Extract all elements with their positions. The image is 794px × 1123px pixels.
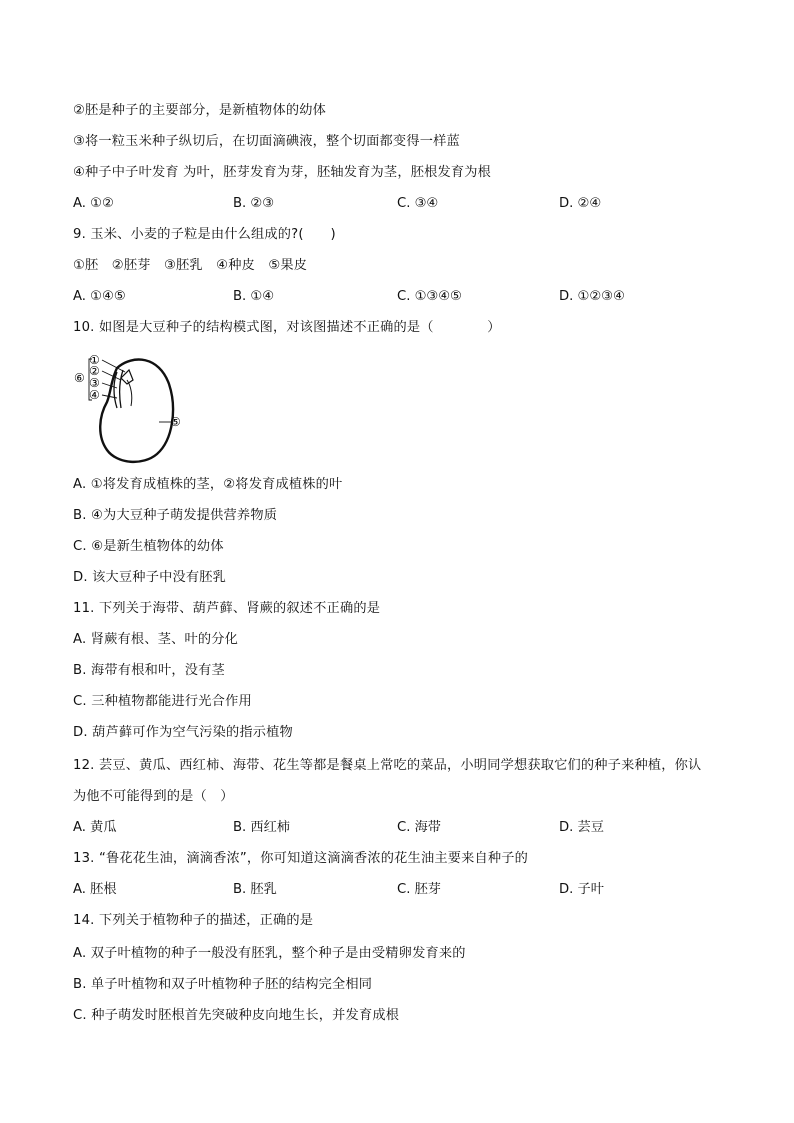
soybean-seed-diagram bbox=[73, 350, 189, 468]
q11-option-c: C. 三种植物都能进行光合作用 bbox=[73, 694, 252, 709]
q12-option-b: B. 西红柿 bbox=[233, 820, 290, 835]
label-3: ③ bbox=[89, 376, 100, 390]
q8-option-d: D. ②④ bbox=[559, 196, 602, 211]
q12-option-d: D. 芸豆 bbox=[559, 820, 604, 835]
q10-stem: 10. 如图是大豆种子的结构模式图，对该图描述不正确的是（ ） bbox=[73, 320, 501, 335]
q11-option-a: A. 肾蕨有根、茎、叶的分化 bbox=[73, 632, 239, 647]
q9-option-d: D. ①②③④ bbox=[559, 289, 625, 304]
q8-option-c: C. ③④ bbox=[397, 196, 439, 211]
q12-stem-line2: 为他不可能得到的是（ ） bbox=[73, 789, 234, 804]
q13-option-c: C. 胚芽 bbox=[397, 882, 441, 897]
q10-option-a: A. ①将发育成植株的茎，②将发育成植株的叶 bbox=[73, 477, 343, 492]
label-5: ⑤ bbox=[170, 415, 181, 429]
label-4: ④ bbox=[89, 388, 100, 402]
q12-option-a: A. 黄瓜 bbox=[73, 820, 117, 835]
q11-option-d: D. 葫芦藓可作为空气污染的指示植物 bbox=[73, 725, 293, 740]
q10-option-d: D. 该大豆种子中没有胚乳 bbox=[73, 570, 227, 585]
q11-stem: 11. 下列关于海带、葫芦藓、肾蕨的叙述不正确的是 bbox=[73, 601, 381, 616]
q9-option-c: C. ①③④⑤ bbox=[397, 289, 462, 304]
q12-option-c: C. 海带 bbox=[397, 820, 441, 835]
label-6: ⑥ bbox=[74, 371, 85, 385]
q9-option-a: A. ①④⑤ bbox=[73, 289, 126, 304]
q13-option-a: A. 胚根 bbox=[73, 882, 117, 897]
q8-option-b: B. ②③ bbox=[233, 196, 275, 211]
q13-option-d: D. 子叶 bbox=[559, 882, 604, 897]
statement-2: ②胚是种子的主要部分，是新植物体的幼体 bbox=[73, 103, 326, 118]
q9-option-b: B. ①④ bbox=[233, 289, 275, 304]
q9-stem: 9. 玉米、小麦的子粒是由什么组成的?( ) bbox=[73, 227, 336, 242]
q14-option-b: B. 单子叶植物和双子叶植物种子胚的结构完全相同 bbox=[73, 977, 373, 992]
q14-option-c: C. 种子萌发时胚根首先突破种皮向地生长，并发育成根 bbox=[73, 1008, 400, 1023]
statement-3: ③将一粒玉米种子纵切后，在切面滴碘液，整个切面都变得一样蓝 bbox=[73, 134, 460, 149]
label-1: ① bbox=[89, 353, 100, 367]
q13-option-b: B. 胚乳 bbox=[233, 882, 277, 897]
q14-option-a: A. 双子叶植物的种子一般没有胚乳，整个种子是由受精卵发育来的 bbox=[73, 946, 466, 961]
q11-option-b: B. 海带有根和叶，没有茎 bbox=[73, 663, 225, 678]
q9-items: ①胚 ②胚芽 ③胚乳 ④种皮 ⑤果皮 bbox=[73, 258, 308, 273]
q12-stem-line1: 12. 芸豆、黄瓜、西红柿、海带、花生等都是餐桌上常吃的菜品，小明同学想获取它们的种子来种植，你认 bbox=[73, 758, 702, 773]
q10-option-b: B. ④为大豆种子萌发提供营养物质 bbox=[73, 508, 278, 523]
q14-stem: 14. 下列关于植物种子的描述，正确的是 bbox=[73, 913, 314, 928]
q8-option-a: A. ①② bbox=[73, 196, 114, 211]
statement-4: ④种子中子叶发育 为叶，胚芽发育为芽，胚轴发育为茎，胚根发育为根 bbox=[73, 165, 492, 180]
q13-stem: 13. “鲁花花生油，滴滴香浓”，你可知道这滴滴香浓的花生油主要来自种子的 bbox=[73, 851, 529, 866]
label-2: ② bbox=[89, 364, 100, 378]
q10-option-c: C. ⑥是新生植物体的幼体 bbox=[73, 539, 224, 554]
